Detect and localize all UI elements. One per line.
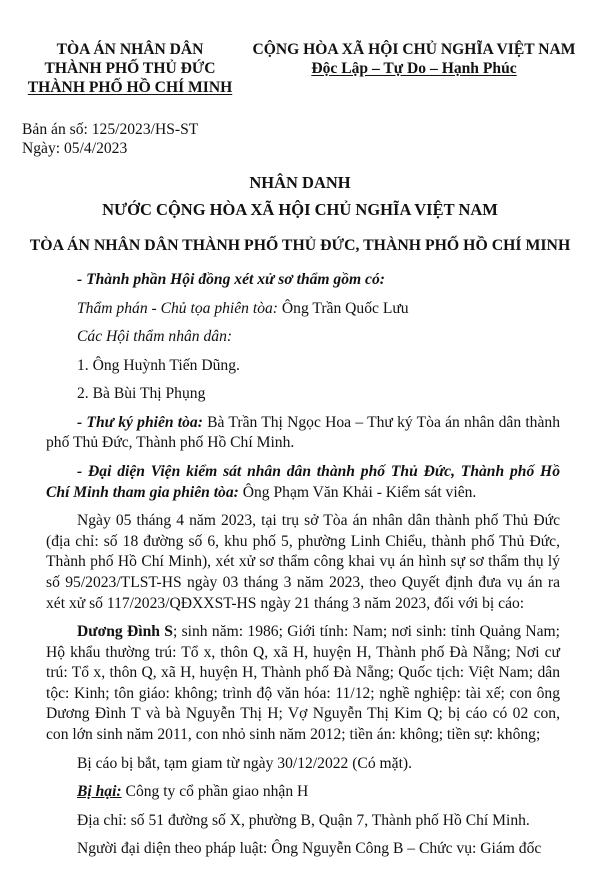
jurors-label: Các Hội thẩm nhân dân: [77, 328, 233, 346]
juror-1: 1. Ông Huỳnh Tiến Dũng. [77, 356, 240, 374]
victim-representative: Người đại diện theo pháp luật: Ông Nguyễn Công B – Chức vụ: Giám đốc [77, 840, 542, 858]
hearing-paragraph: Ngày 05 tháng 4 năm 2023, tại trụ sở Tòa án nhân dân thành phố Thủ Đức (địa chỉ: số 18 đường số 6, khu phố 5, phường Linh Chiểu, thành phố Thủ Đức, Thành phố Hồ Chí Minh), xét xử sơ thẩm công khai vụ án hình sự sơ thẩm thụ lý số 95/2023/TLST-HS ngày 03 tháng 3 năm 2023, theo Quyết định đưa vụ án ra xét xử số 117/2023/QĐXXST-HS ngày 21 tháng 3 năm 2023, đối với bị cáo: [46, 512, 560, 612]
victim-address: Địa chỉ: số 51 đường số X, phường B, Quận 7, Thành phố Hồ Chí Minh. [77, 811, 530, 829]
procuracy-representative: - Đại diện Viện kiểm sát nhân dân thành phố Thủ Đức, Thành phố Hồ Chí Minh tham gia phiên tòa: Ông Phạm Văn Khải - Kiểm sát viên. [46, 463, 560, 501]
court-header [22, 40, 238, 97]
case-info [22, 120, 198, 158]
verdict-body [46, 270, 560, 860]
court-name-line1: TÒA ÁN NHÂN DÂN [56, 41, 204, 58]
detention-note: Bị cáo bị bắt, tạm giam từ ngày 30/12/2022 (Có mặt). [77, 754, 412, 772]
victim: Bị hại: Công ty cổ phần giao nhận H [77, 783, 309, 801]
case-date: Ngày: 05/4/2023 [22, 140, 128, 158]
panel-heading: - Thành phần Hội đồng xét xử sơ thẩm gồm có: [77, 271, 385, 288]
presiding-judge: Thẩm phán - Chủ tọa phiên tòa: Ông Trần Quốc Lưu [77, 299, 409, 317]
title-in-the-name: NHÂN DANH [249, 173, 351, 192]
juror-2: 2. Bà Bùi Thị Phụng [77, 385, 206, 403]
court-clerk: - Thư ký phiên tòa: Bà Trần Thị Ngọc Hoa – Thư ký Tòa án nhân dân thành phố Thủ Đức, Thành phố Hồ Chí Minh. [46, 413, 560, 452]
national-motto: Độc Lập – Tự Do – Hạnh Phúc [311, 60, 517, 78]
court-name-line3: THÀNH PHỐ HỒ CHÍ MINH [27, 79, 233, 97]
title-country: NƯỚC CỘNG HÒA XÃ HỘI CHỦ NGHĨA VIỆT NAM [102, 200, 498, 219]
country-name: CỘNG HÒA XÃ HỘI CHỦ NGHĨA VIỆT NAM [252, 41, 576, 58]
case-number: Bản án số: 125/2023/HS-ST [22, 121, 199, 138]
national-header [244, 40, 584, 78]
court-name-line2: THÀNH PHỐ THỦ ĐỨC [44, 60, 216, 78]
title-court: TÒA ÁN NHÂN DÂN THÀNH PHỐ THỦ ĐỨC, THÀNH PHỐ HỒ CHÍ MINH [29, 237, 571, 254]
defendant-paragraph: Dương Đình S; sinh năm: 1986; Giới tính: Nam; nơi sinh: tỉnh Quảng Nam; Hộ khẩu thường trú: Tổ x, thôn Q, xã H, huyện H, Thành phố Đà Nẵng; Nơi cư trú: Tổ x, thôn Q, xã H, huyện H, Thành phố Đà Nẵng; Quốc tịch: Việt Nam; dân tộc: Kinh; tôn giáo: không; trình độ văn hóa: 11/12; nghề nghiệp: tài xế; con ông Dương Đình T và bà Nguyễn Thị H; Vợ Nguyễn Thị Kim Q; bị cáo có 02 con, con lớn sinh năm 2011, con nhỏ sinh năm 2012; tiền án: không; tiền sự: không; [46, 623, 560, 743]
